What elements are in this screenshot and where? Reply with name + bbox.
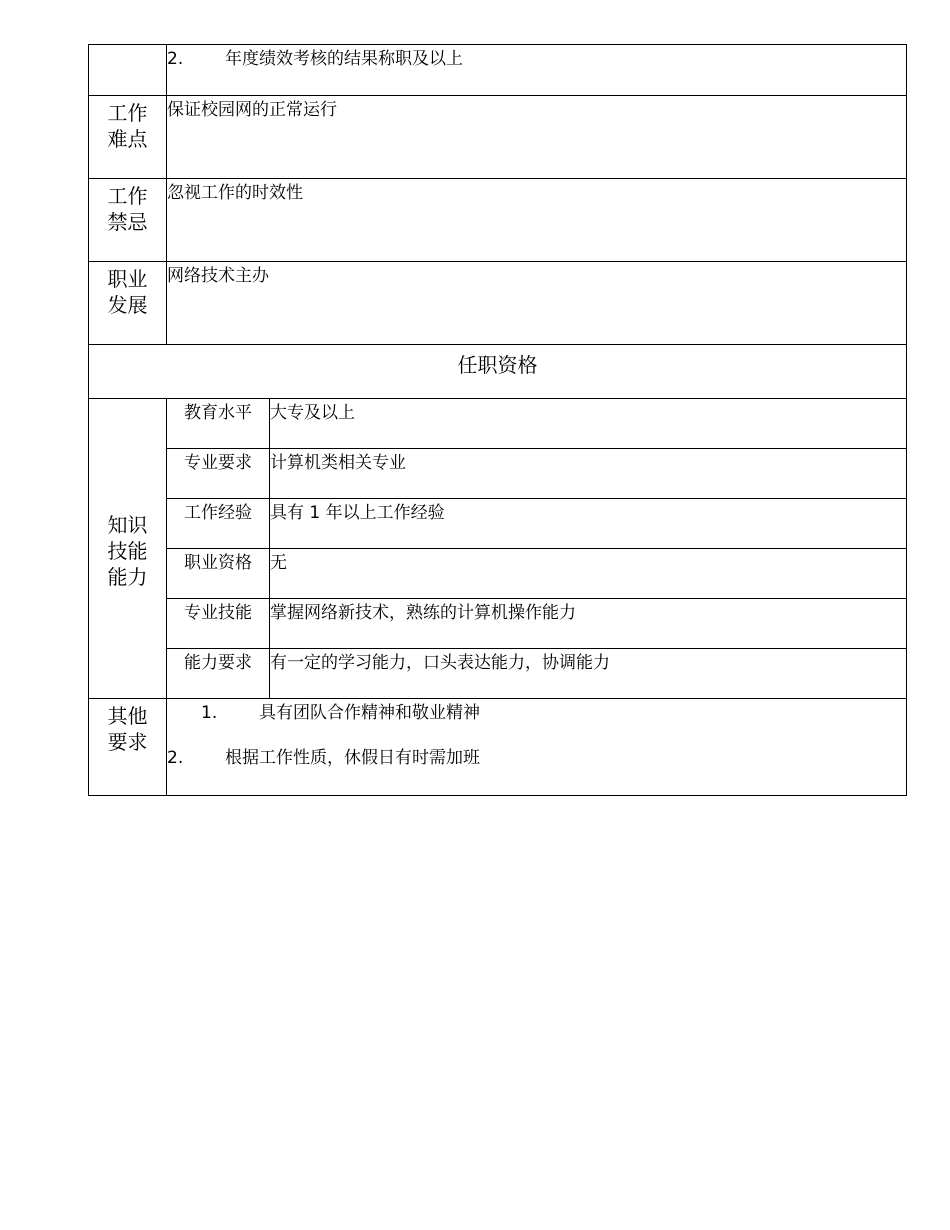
list-number: 1. — [201, 703, 218, 723]
section-title: 任职资格 — [89, 345, 907, 399]
ability-label: 能力要求 — [167, 649, 270, 699]
table-row — [89, 345, 907, 399]
job-description-table — [88, 44, 907, 796]
table-row — [89, 599, 907, 649]
other-label: 其他 要求 — [89, 699, 167, 796]
list-text: 根据工作性质，休假日有时需加班 — [225, 748, 480, 768]
table-row — [89, 449, 907, 499]
qualification-label: 职业资格 — [167, 549, 270, 599]
major-label: 专业要求 — [167, 449, 270, 499]
table-row — [89, 262, 907, 345]
list-text: 年度绩效考核的结果称职及以上 — [225, 49, 463, 69]
taboo-value: 忽视工作的时效性 — [167, 179, 907, 262]
table-row — [89, 699, 907, 796]
list-item — [167, 747, 906, 769]
appraisal-requirement-cell — [167, 45, 907, 96]
knowledge-label: 知识 技能 能力 — [89, 399, 167, 699]
table-row — [89, 549, 907, 599]
taboo-label: 工作 禁忌 — [89, 179, 167, 262]
education-label: 教育水平 — [167, 399, 270, 449]
list-number: 2. — [167, 748, 184, 768]
qualification-value: 无 — [270, 549, 907, 599]
table-row — [89, 399, 907, 449]
education-value: 大专及以上 — [270, 399, 907, 449]
list-text: 具有团队合作精神和敬业精神 — [259, 703, 480, 723]
list-number: 2. — [167, 49, 184, 69]
other-value — [167, 699, 907, 796]
difficulty-value: 保证校园网的正常运行 — [167, 96, 907, 179]
experience-label: 工作经验 — [167, 499, 270, 549]
table-row — [89, 649, 907, 699]
major-value: 计算机类相关专业 — [270, 449, 907, 499]
skills-label: 专业技能 — [167, 599, 270, 649]
difficulty-label: 工作 难点 — [89, 96, 167, 179]
empty-label-cell — [89, 45, 167, 96]
table-row — [89, 179, 907, 262]
ability-value: 有一定的学习能力，口头表达能力，协调能力 — [270, 649, 907, 699]
career-value: 网络技术主办 — [167, 262, 907, 345]
table-row — [89, 499, 907, 549]
table-row — [89, 45, 907, 96]
list-item — [167, 702, 906, 724]
career-label: 职业 发展 — [89, 262, 167, 345]
table-row — [89, 96, 907, 179]
experience-value: 具有 1 年以上工作经验 — [270, 499, 907, 549]
skills-value: 掌握网络新技术，熟练的计算机操作能力 — [270, 599, 907, 649]
